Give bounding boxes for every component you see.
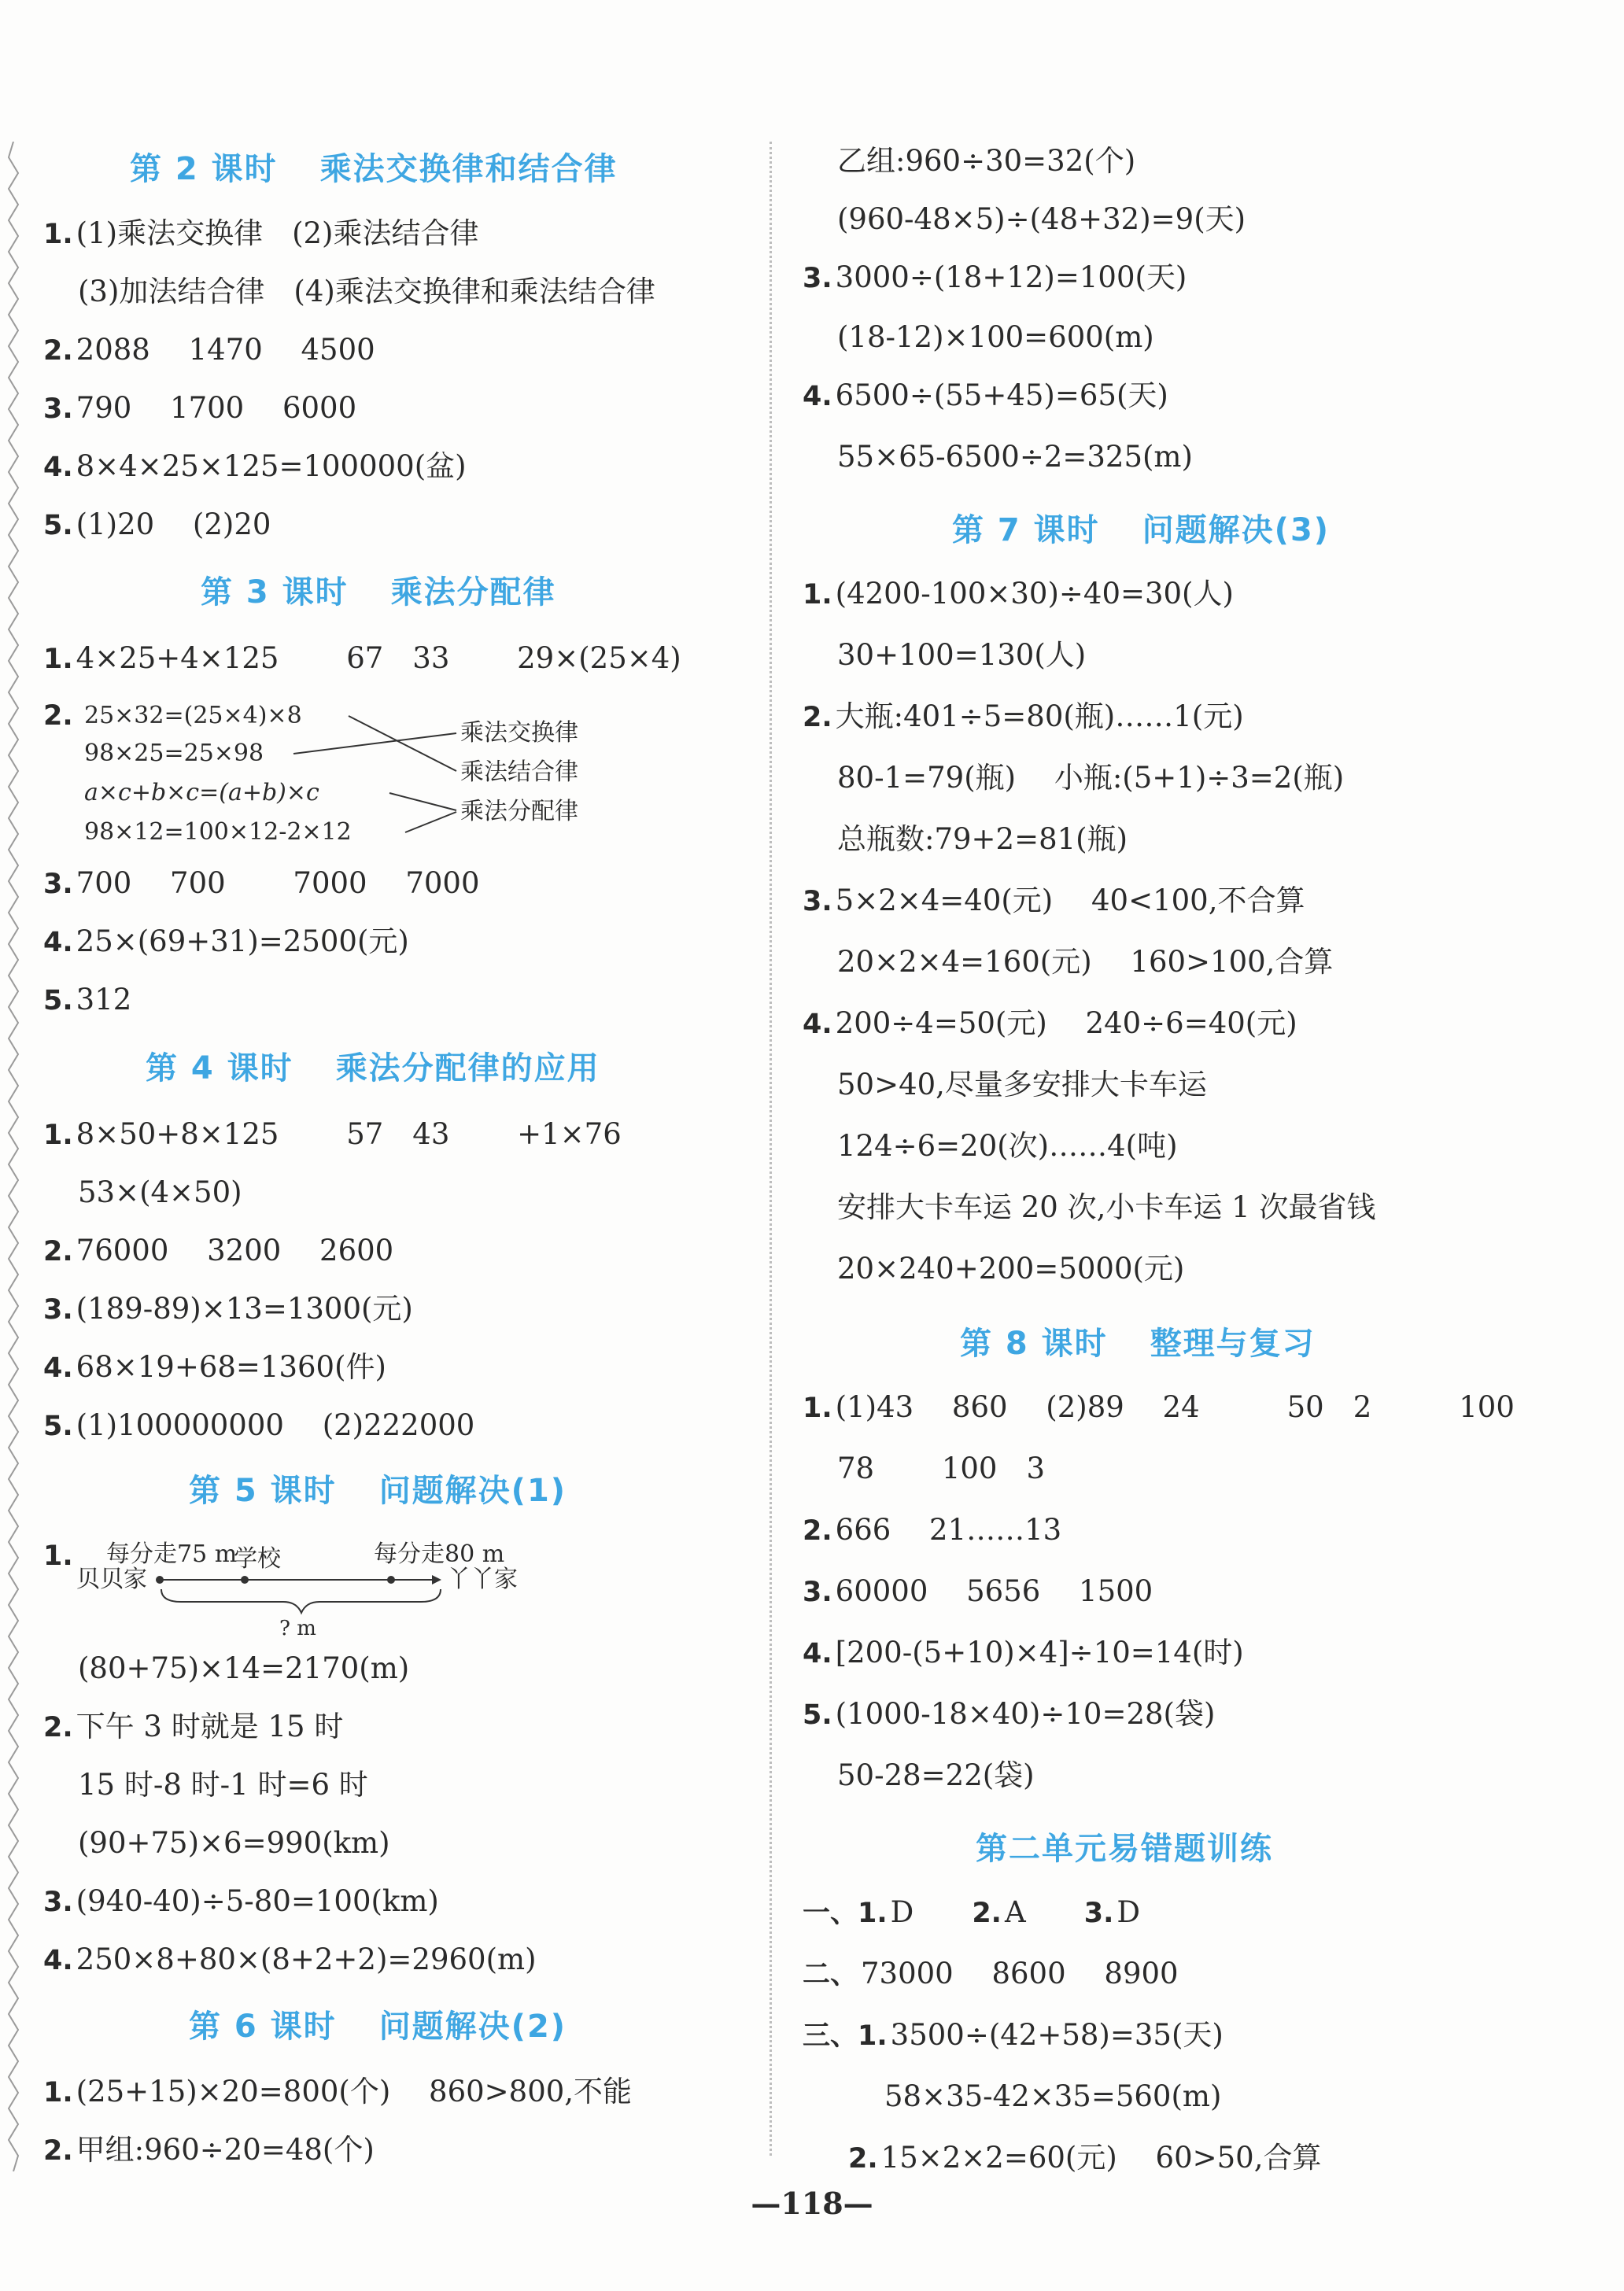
l4-q5: 5. (1)100000000 (2)222000 bbox=[43, 1408, 475, 1442]
l6-q2: 2. 甲组:960÷20=48(个) bbox=[43, 2133, 375, 2167]
l6-q2-cont-2: (960-48×5)÷(48+32)=9(天) bbox=[837, 202, 1246, 236]
column-divider bbox=[770, 142, 772, 2156]
l5-q1-answer: (80+75)×14=2170(m) bbox=[78, 1651, 410, 1685]
match-eq-1: 25×32=(25×4)×8 bbox=[84, 702, 302, 729]
l5-q2-line1: 2. 下午 3 时就是 15 时 bbox=[43, 1710, 344, 1743]
l8-q1-line2: 78 100 3 bbox=[837, 1452, 1046, 1485]
u2-part3-q2: 2. 15×2×2=60(元) 60>50,合算 bbox=[848, 2141, 1322, 2175]
l7-q4-line2: 50>40,尽量多安排大卡车运 bbox=[837, 1068, 1207, 1101]
u2-part2: 二、 73000 8600 8900 bbox=[803, 1957, 1179, 1990]
l8-q4: 4. [200-(5+10)×4]÷10=14(时) bbox=[803, 1636, 1244, 1669]
l7-q2-line1: 2. 大瓶:401÷5=80(瓶)……1(元) bbox=[803, 699, 1244, 733]
l3-q1: 1. 4×25+4×125 67 33 29×(25×4) bbox=[43, 641, 681, 675]
l5-q1-number: 1. bbox=[43, 1540, 73, 1572]
l7-q4-line1: 4. 200÷4=50(元) 240÷6=40(元) bbox=[803, 1006, 1297, 1040]
lesson-6-heading: 第 6 课时 问题解决(2) bbox=[189, 2009, 567, 2045]
l7-q4-line3: 124÷6=20(次)……4(吨) bbox=[837, 1129, 1178, 1163]
l6-q3-line1: 3. 3000÷(18+12)=100(天) bbox=[803, 260, 1187, 294]
yaya-home-label: 丫丫家 bbox=[447, 1566, 518, 1593]
unknown-distance-label: ? m bbox=[279, 1617, 316, 1640]
l8-q1-line1: 1. (1)43 860 (2)89 24 50 2 100 bbox=[803, 1390, 1515, 1424]
unit-2-error-training-heading: 第二单元易错题训练 bbox=[976, 1831, 1273, 1867]
u2-part3-line2: 58×35-42×35=560(m) bbox=[884, 2079, 1222, 2113]
l5-q3: 3. (940-40)÷5-80=100(km) bbox=[43, 1884, 439, 1918]
match-law-1: 乘法交换律 bbox=[460, 719, 578, 747]
l6-q4-line2: 55×65-6500÷2=325(m) bbox=[837, 440, 1193, 474]
l3-q4: 4. 25×(69+31)=2500(元) bbox=[43, 924, 409, 958]
binding-zigzag bbox=[6, 142, 20, 2171]
speed-left-label: 每分走75 m bbox=[106, 1540, 238, 1568]
match-law-3: 乘法分配律 bbox=[460, 798, 578, 825]
l4-q2: 2. 76000 3200 2600 bbox=[43, 1234, 394, 1267]
lesson-5-heading: 第 5 课时 问题解决(1) bbox=[189, 1473, 567, 1509]
l4-q4: 4. 68×19+68=1360(件) bbox=[43, 1350, 386, 1384]
l4-q1-line1: 1. 8×50+8×125 57 43 +1×76 bbox=[43, 1117, 622, 1151]
l2-q2: 2. 2088 1470 4500 bbox=[43, 333, 375, 367]
lesson-8-heading: 第 8 课时 整理与复习 bbox=[960, 1326, 1316, 1362]
l7-q1-line2: 30+100=130(人) bbox=[837, 638, 1087, 672]
l2-q1-line1: 1. (1)乘法交换律 (2)乘法结合律 bbox=[43, 216, 479, 250]
l2-q5: 5. (1)20 (2)20 bbox=[43, 507, 271, 541]
l5-q1-distance-diagram bbox=[43, 1526, 751, 1652]
l5-q2-line2: 15 时-8 时-1 时=6 时 bbox=[78, 1768, 368, 1802]
matching-lines bbox=[43, 692, 751, 865]
l7-q4-line4: 安排大卡车运 20 次,小卡车运 1 次最省钱 bbox=[837, 1190, 1376, 1224]
school-label: 学校 bbox=[234, 1545, 281, 1573]
l5-q4: 4. 250×8+80×(8+2+2)=2960(m) bbox=[43, 1942, 537, 1976]
l4-q1-line2: 53×(4×50) bbox=[78, 1175, 242, 1209]
l7-q4-line5: 20×240+200=5000(元) bbox=[837, 1252, 1185, 1286]
l2-q1-line2: (3)加法结合律 (4)乘法交换律和乘法结合律 bbox=[78, 275, 655, 308]
l6-q3-line2: (18-12)×100=600(m) bbox=[837, 320, 1154, 354]
l6-q1: 1. (25+15)×20=800(个) 860>800,不能 bbox=[43, 2075, 633, 2108]
lesson-7-heading: 第 7 课时 问题解决(3) bbox=[952, 512, 1331, 548]
l2-q4: 4. 8×4×25×125=100000(盆) bbox=[43, 449, 467, 483]
u2-part1: 一、1. D 2. A 3. D bbox=[803, 1895, 1141, 1929]
l7-q2-line3: 总瓶数:79+2=81(瓶) bbox=[837, 822, 1128, 856]
l7-q3-line2: 20×2×4=160(元) 160>100,合算 bbox=[837, 945, 1334, 979]
l7-q2-line2: 80-1=79(瓶) 小瓶:(5+1)÷3=2(瓶) bbox=[837, 761, 1345, 795]
match-eq-4: 98×12=100×12-2×12 bbox=[84, 818, 352, 846]
lesson-4-heading: 第 4 课时 乘法分配律的应用 bbox=[146, 1050, 600, 1086]
page-number: —118— bbox=[751, 2186, 873, 2221]
l5-q2-line3: (90+75)×6=990(km) bbox=[78, 1826, 390, 1860]
l8-q5-line1: 5. (1000-18×40)÷10=28(袋) bbox=[803, 1697, 1216, 1731]
l3-q2-number: 2. bbox=[43, 700, 73, 732]
match-eq-3: a×c+b×c=(a+b)×c bbox=[84, 779, 319, 806]
l2-q3: 3. 790 1700 6000 bbox=[43, 391, 357, 425]
u2-part3-line1: 三、1. 3500÷(42+58)=35(天) bbox=[803, 2018, 1224, 2052]
l8-q3: 3. 60000 5656 1500 bbox=[803, 1574, 1153, 1608]
l3-q2-matching-diagram bbox=[43, 692, 751, 865]
l3-q5: 5. 312 bbox=[43, 983, 132, 1016]
l8-q5-line2: 50-28=22(袋) bbox=[837, 1758, 1035, 1792]
l4-q3: 3. (189-89)×13=1300(元) bbox=[43, 1292, 413, 1326]
lesson-3-heading: 第 3 课时 乘法分配律 bbox=[201, 574, 556, 611]
l7-q3-line1: 3. 5×2×4=40(元) 40<100,不合算 bbox=[803, 884, 1305, 917]
speed-right-label: 每分走80 m bbox=[374, 1540, 505, 1568]
l7-q1-line1: 1. (4200-100×30)÷40=30(人) bbox=[803, 577, 1234, 611]
l6-q2-cont-1: 乙组:960÷30=32(个) bbox=[837, 144, 1136, 178]
distance-line bbox=[43, 1526, 751, 1652]
l3-q3: 3. 700 700 7000 7000 bbox=[43, 866, 480, 900]
l6-q4-line1: 4. 6500÷(55+45)=65(天) bbox=[803, 378, 1168, 412]
beibei-home-label: 贝贝家 bbox=[76, 1566, 147, 1593]
match-eq-2: 98×25=25×98 bbox=[84, 740, 264, 767]
l8-q2: 2. 666 21……13 bbox=[803, 1513, 1062, 1547]
match-law-2: 乘法结合律 bbox=[460, 758, 578, 786]
lesson-2-heading: 第 2 课时 乘法交换律和结合律 bbox=[130, 151, 618, 187]
